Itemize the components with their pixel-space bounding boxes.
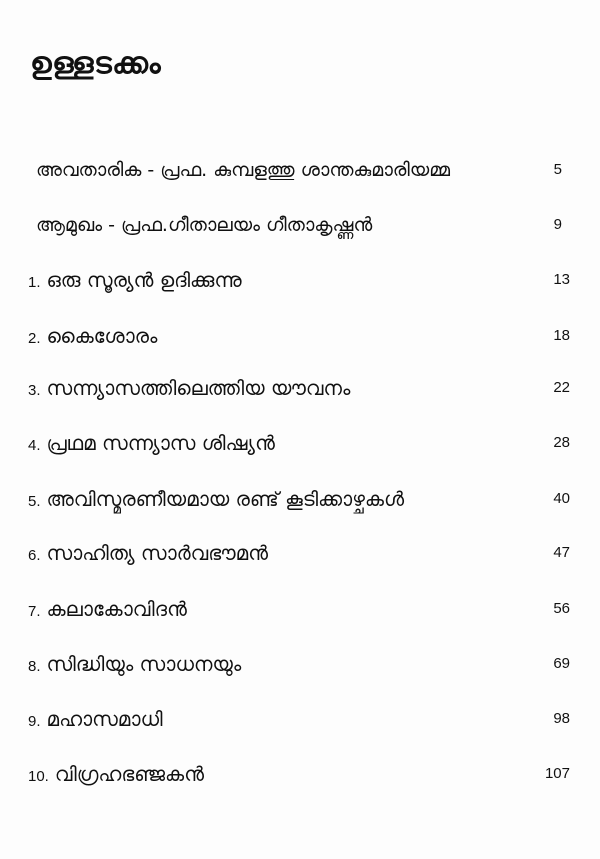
toc-entry-chapter-10[interactable] — [0, 759, 600, 789]
toc-entry-label — [28, 704, 163, 737]
chapter-number: 1. — [28, 274, 41, 291]
toc-entry-page: 40 — [553, 490, 570, 507]
toc-entry-chapter-7[interactable] — [0, 594, 600, 624]
toc-entry-label — [28, 265, 242, 298]
chapter-number: 8. — [28, 658, 41, 675]
toc-entry-page: 18 — [553, 327, 570, 344]
toc-entry-label — [28, 538, 268, 571]
chapter-title: പ്രഥമ സന്ന്യാസ ശിഷ്യൻ — [46, 431, 275, 455]
chapter-number: 3. — [28, 382, 41, 399]
page-title: ഉള്ളടക്കം — [30, 46, 162, 81]
toc-entry-label — [28, 428, 275, 461]
toc-entry-page: 28 — [553, 434, 570, 451]
chapter-number: 10. — [28, 768, 49, 785]
toc-entry-page: 22 — [553, 379, 570, 396]
toc-entry-page: 13 — [553, 271, 570, 288]
toc-entry-page: 107 — [544, 765, 570, 782]
chapter-title: സിദ്ധിയും സാധനയും — [46, 652, 242, 676]
toc-entry-page: 47 — [553, 544, 570, 561]
toc-entry-label — [28, 759, 204, 792]
chapter-title: സാഹിത്യ സാർവഭൗമൻ — [46, 541, 269, 565]
toc-entry-chapter-2[interactable] — [0, 321, 600, 351]
chapter-number: 5. — [28, 493, 41, 510]
chapter-number: 4. — [28, 437, 41, 454]
toc-entry-chapter-3[interactable] — [0, 373, 600, 403]
toc-entry-title: ആമുഖം - പ്രഫ.ഗീതാലയം ഗീതാകൃഷ്ണൻ — [36, 214, 373, 236]
toc-entry-chapter-5[interactable] — [0, 484, 600, 514]
toc-entry-title: അവതാരിക - പ്രഫ. കുമ്പളത്തു ശാന്തകുമാരിയമ്മ — [36, 159, 450, 181]
chapter-title: ഒരു സൂര്യൻ ഉദിക്കുന്നു — [46, 268, 242, 292]
toc-entry-label — [28, 321, 157, 354]
toc-entry-label — [28, 594, 187, 627]
toc-entry-chapter-6[interactable] — [0, 538, 600, 568]
toc-entry-preface[interactable] — [0, 210, 600, 240]
chapter-number: 2. — [28, 330, 41, 347]
toc-entry-page: 98 — [553, 710, 570, 727]
chapter-title: സന്ന്യാസത്തിലെത്തിയ യൗവനം — [46, 376, 351, 400]
toc-entry-label — [28, 649, 241, 682]
toc-entry-page: 69 — [553, 655, 570, 672]
toc-entry-page: 56 — [553, 600, 570, 617]
toc-entry-page: 9 — [553, 216, 562, 233]
chapter-title: അവിസ്മരണീയമായ രണ്ട് കൂടിക്കാഴ്ചകൾ — [46, 487, 405, 511]
chapter-number: 7. — [28, 603, 41, 620]
toc-entry-chapter-1[interactable] — [0, 265, 600, 295]
toc-entry-chapter-4[interactable] — [0, 428, 600, 458]
toc-entry-foreword[interactable] — [0, 155, 600, 185]
chapter-number: 6. — [28, 547, 41, 564]
toc-entry-chapter-8[interactable] — [0, 649, 600, 679]
toc-entry-label — [28, 373, 350, 406]
toc-entry-label — [28, 484, 404, 517]
chapter-number: 9. — [28, 713, 41, 730]
toc-entry-page: 5 — [553, 161, 562, 178]
toc-entry-chapter-9[interactable] — [0, 704, 600, 734]
chapter-title: കലാകോവിദൻ — [46, 597, 187, 621]
chapter-title: മഹാസമാധി — [46, 707, 163, 731]
chapter-title: കൈശോരം — [46, 324, 158, 348]
chapter-title: വിഗ്രഹഭഞ്ജകൻ — [54, 762, 204, 786]
